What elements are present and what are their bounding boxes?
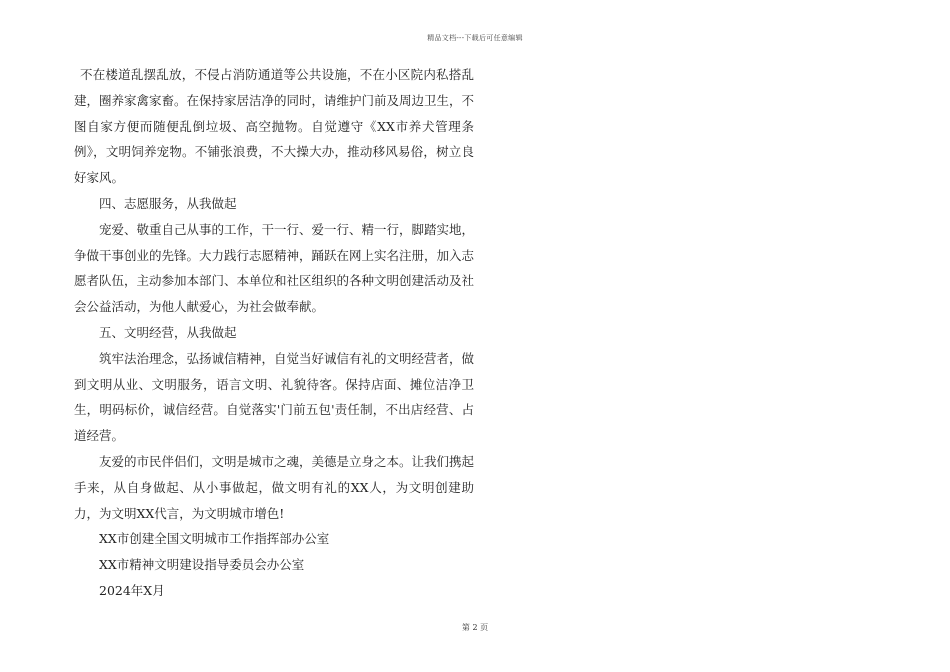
signature-office-1: XX市创建全国文明城市工作指挥部办公室 <box>99 531 330 547</box>
paragraph-business: 筑牢法治理念，弘扬诚信精神，自觉当好诚信有礼的文明经营者，做到文明从业、文明服务，语言文明、礼貌待客。保持店面、摊位洁净卫生，明码标价，诚信经营。自觉落实'门前五包'责任制，不出店经营、占道经营。 <box>74 350 475 444</box>
section-heading-business: 五、文明经营，从我做起 <box>99 324 237 340</box>
document-body <box>74 62 474 604</box>
paragraph-conduct: 不在楼道乱摆乱放，不侵占消防通道等公共设施，不在小区院内私搭乱建，圈养家禽家畜。在保持家居洁净的同时，请维护门前及周边卫生，不图自家方便而随便乱倒垃圾、高空抛物。自觉遵守《XX市养犬管理条例》，文明饲养宠物。不铺张浪费，不大操大办，推动移风易俗，树立良好家风。 <box>74 67 475 186</box>
signature-office-2: XX市精神文明建设指导委员会办公室 <box>99 557 305 573</box>
page-number: 第 2 页 <box>461 623 489 632</box>
signature-date: 2024年X月 <box>99 582 165 598</box>
paragraph-volunteer: 宠爱、敬重自己从事的工作，干一行、爱一行、精一行，脚踏实地，争做干事创业的先锋。大力践行志愿精神，踊跃在网上实名注册，加入志愿者队伍，主动参加本部门、本单位和社区组织的各种文明创建活动及社会公益活动，为他人献爱心，为社会做奉献。 <box>74 221 475 315</box>
paragraph-closing: 友爱的市民伴侣们，文明是城市之魂，美德是立身之本。让我们携起手来，从自身做起、从小事做起，做文明有礼的XX人，为文明创建助力，为文明XX代言，为文明城市增色! <box>74 453 475 521</box>
section-heading-volunteer: 四、志愿服务，从我做起 <box>99 195 237 211</box>
page-header: 精品文档---下载后可任意编辑 <box>427 34 523 42</box>
